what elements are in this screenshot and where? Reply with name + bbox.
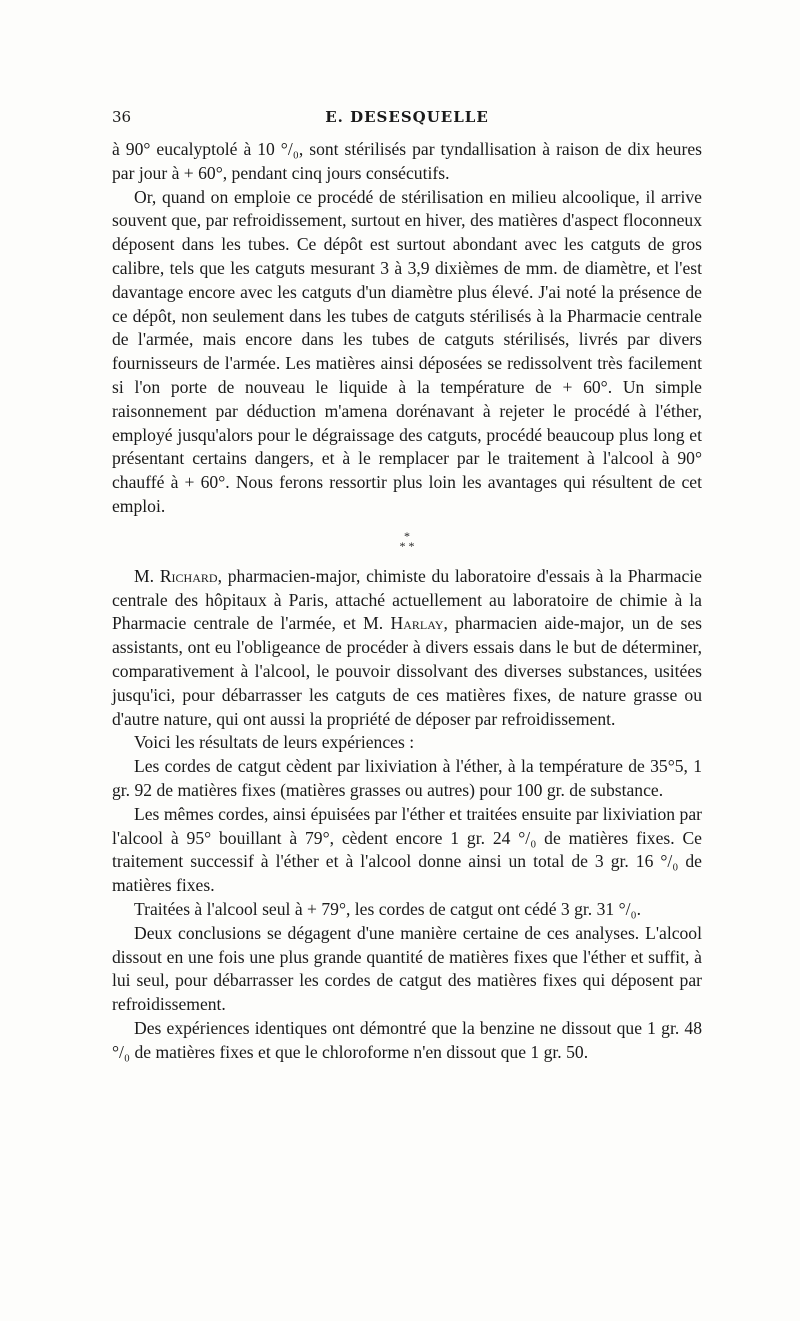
paragraph-4: Voici les résultats de leurs expériences : xyxy=(134,732,415,753)
paragraph-7: Traitées à l'alcool seul à + 79°, les cordes de catgut ont cédé 3 gr. 31 °/₀. xyxy=(134,898,642,919)
running-title: E. DESESQUELLE xyxy=(325,108,489,126)
page-header xyxy=(112,108,702,138)
body-text xyxy=(112,138,702,1064)
paragraph-5: Les cordes de catgut cèdent par lixiviation à l'éther, à la température de 35°5, 1 gr. 92 de matières fixes (matières grasses ou autres) pour 100 gr. de substance. xyxy=(112,756,702,800)
paragraph-9: Des expériences identiques ont démontré que la benzine ne dissout que 1 gr. 48 °/₀ de matières fixes et que le chloroforme n'en dissout que 1 gr. 50. xyxy=(112,1017,702,1062)
author-name-richard: M. Richard xyxy=(134,565,218,586)
paragraph-3 xyxy=(112,565,702,732)
paragraph-3-part-2: , pharmacien aide-major, un de ses assistants, ont eu l'obligeance de procéder à divers essais dans le but de déterminer, comparativement à l'alcool, le pouvoir dissolvant des diverses substances, usitées jusqu'ici, pour débarrasser les catguts de ces matières fixes, de nature grasse ou d'autre nature, qui ont aussi la propriété de déposer par refroidissement. xyxy=(112,613,702,729)
paragraph-3-part-1: , pharmacien-major, chimiste du laboratoire d'essais à la Pharmacie centrale des hôpitaux à Paris, attaché actuellement au laboratoire de chimie à la Pharmacie centrale de l'armée, et xyxy=(112,565,702,634)
page-number: 36 xyxy=(112,108,132,126)
paragraph-8: Deux conclusions se dégagent d'une manière certaine de ces analyses. L'alcool dissout en une fois une plus grande quantité de matières fixes que l'éther et suffit, à lui seul, pour débarrasser les cordes de catgut des matières fixes qui déposent par refroidissement. xyxy=(112,922,702,1015)
paragraph-1: à 90° eucalyptolé à 10 °/₀, sont stérilisés par tyndallisation à raison de dix heures par jour à + 60°, pendant cinq jours consécutifs. xyxy=(112,139,702,183)
asterism-top: * xyxy=(404,528,410,543)
asterism-divider xyxy=(112,528,702,553)
asterism-bottom: * * xyxy=(399,538,415,553)
paragraph-6: Les mêmes cordes, ainsi épuisées par l'éther et traitées ensuite par lixiviation par l'alcool à 95° bouillant à 79°, cèdent encore 1 gr. 24 °/₀ de matières fixes. Ce traitement successif à l'éther et à l'alcool donne ainsi un total de 3 gr. 16 °/₀ de matières fixes. xyxy=(112,803,702,896)
paragraph-2: Or, quand on emploie ce procédé de stérilisation en milieu alcoolique, il arrive souvent que, par refroidissement, surtout en hiver, des matières d'aspect floconneux déposent dans les tubes. Ce dépôt est surtout abondant avec les catguts de gros calibre, tels que les catguts mesurant 3 à 3,9 dixièmes de mm. de diamètre, et l'est davantage encore avec les catguts d'un diamètre plus élevé. J'ai noté la présence de ce dépôt, non seulement dans les tubes de catguts stérilisés à la Pharmacie centrale de l'armée, mais encore dans les tubes de catguts stérilisés, livrés par divers fournisseurs de l'armée. Les matières ainsi déposées se redissolvent très facilement si l'on porte de nouveau le liquide à la température de + 60°. Un simple raisonnement par déduction m'amena dorénavant à rejeter le procédé à l'éther, employé jusqu'alors pour le dégraissage des catguts, procédé beaucoup plus long et présentant certains dangers, et à le remplacer par le traitement à l'alcool à 90° chauffé à + 60°. Nous ferons ressortir plus loin les avantages qui résultent de cet emploi. xyxy=(112,186,702,516)
author-name-harlay: M. Harlay xyxy=(363,613,444,634)
